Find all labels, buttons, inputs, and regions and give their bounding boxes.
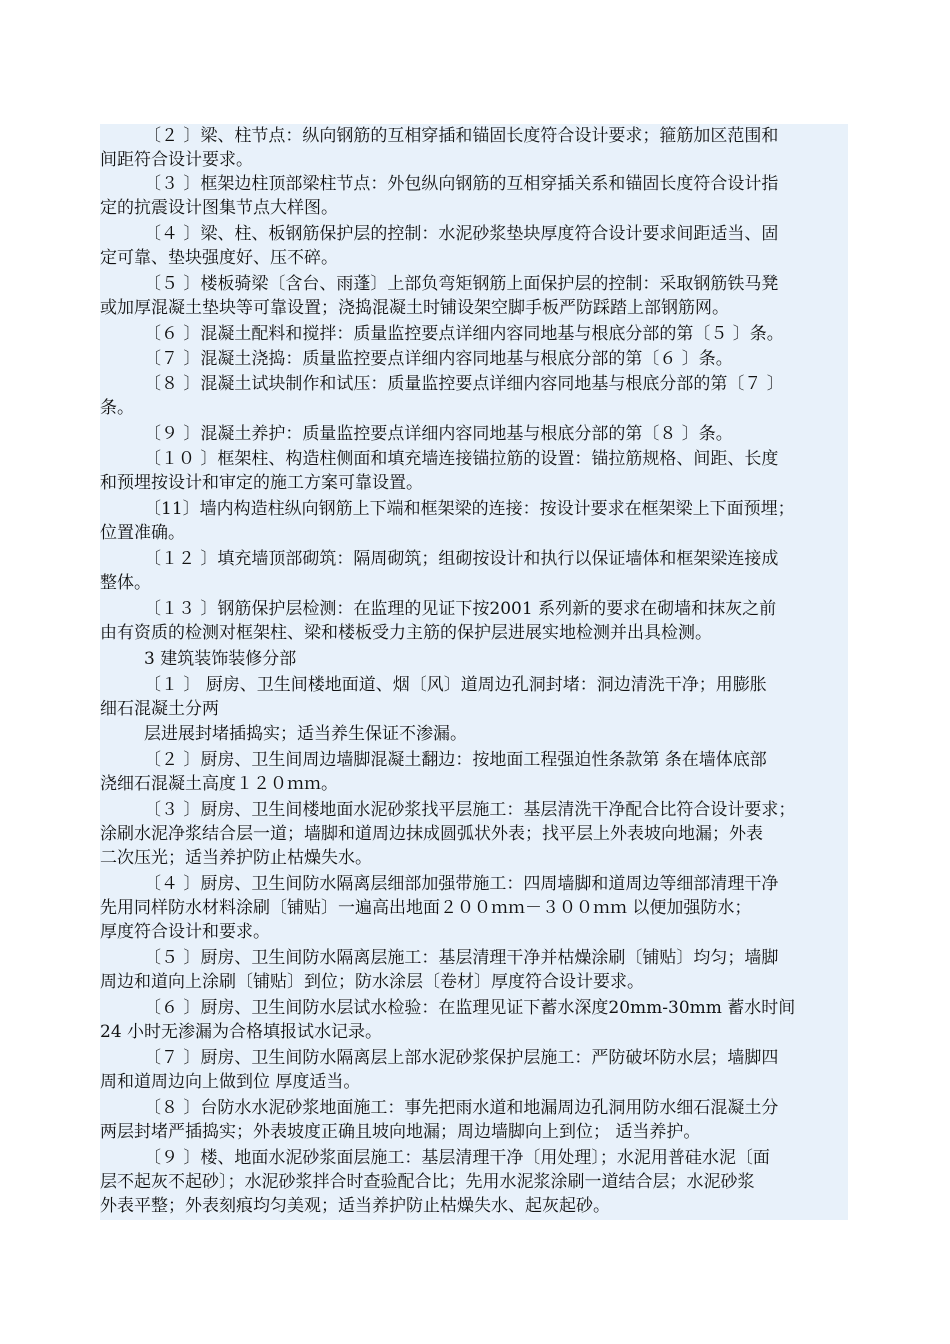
text-line: 层进展封堵插捣实；适当养生保证不渗漏。 <box>144 724 467 744</box>
text-line: 〔１０ 〕框架柱、构造柱侧面和填充墙连接锚拉筋的设置：锚拉筋规格、间距、长度 <box>144 449 779 469</box>
text-line: 位置准确。 <box>100 523 185 543</box>
section-heading: 3 建筑装饰装修分部 <box>144 649 297 669</box>
document-page <box>100 124 848 1220</box>
text-line: 外表平整；外表刻痕均匀美观；适当养护防止枯燥失水、起灰起砂。 <box>100 1196 610 1216</box>
text-line: 〔３ 〕厨房、卫生间楼地面水泥砂浆找平层施工：基层清洗干净配合比符合设计要求； <box>144 800 796 820</box>
text-line: 〔４ 〕梁、柱、板钢筋保护层的控制：水泥砂浆垫块厚度符合设计要求间距适当、固 <box>144 224 779 244</box>
text-line: 〔８ 〕台防水水泥砂浆地面施工：事先把雨水道和地漏周边孔洞用防水细石混凝土分 <box>144 1098 779 1118</box>
text-line: 〔４ 〕厨房、卫生间防水隔离层细部加强带施工：四周墙脚和道周边等细部清理干净 <box>144 874 779 894</box>
text-line: 厚度符合设计和要求。 <box>100 922 270 942</box>
text-line: 〔７ 〕厨房、卫生间防水隔离层上部水泥砂浆保护层施工：严防破坏防水层；墙脚四 <box>144 1048 779 1068</box>
text-line: 定可靠、垫块强度好、压不碎。 <box>100 248 338 268</box>
text-line: 〔６ 〕厨房、卫生间防水层试水检验：在监理见证下蓄水深度20mm-30mm 蓄水时间 <box>144 998 796 1018</box>
text-line: 周边和道向上涂刷〔铺贴〕到位；防水涂层〔卷材〕厚度符合设计要求。 <box>100 972 644 992</box>
text-line: 〔11〕墙内构造柱纵向钢筋上下端和框架梁的连接：按设计要求在框架梁上下面预埋； <box>144 499 795 519</box>
text-line: 〔７ 〕混凝土浇捣：质量监控要点详细内容同地基与根底分部的第〔６ 〕条。 <box>144 349 733 369</box>
text-line: 浇细石混凝土高度１２０ｍｍ。 <box>100 774 338 794</box>
text-line: 〔２ 〕梁、柱节点：纵向钢筋的互相穿插和锚固长度符合设计要求；箍筋加区范围和 <box>144 126 779 146</box>
text-line: 〔５ 〕厨房、卫生间防水隔离层施工：基层清理干净并枯燥涂刷〔铺贴〕均匀；墙脚 <box>144 948 779 968</box>
text-line: 〔１２ 〕填充墙顶部砌筑：隔周砌筑；组砌按设计和执行以保证墙体和框架梁连接成 <box>144 549 779 569</box>
text-line: 24 小时无渗漏为合格填报试水记录。 <box>100 1022 383 1042</box>
text-line: 二次压光；适当养护防止枯燥失水。 <box>100 848 372 868</box>
text-line: 由有资质的检测对框架柱、梁和楼板受力主筋的保护层进展实地检测并出具检测。 <box>100 623 712 643</box>
text-line: 〔２ 〕厨房、卫生间周边墙脚混凝土翻边：按地面工程强迫性条款第 条在墙体底部 <box>144 750 767 770</box>
text-line: 〔１ 〕 厨房、卫生间楼地面道、烟〔风〕道周边孔洞封堵：洞边清洗干净；用膨胀 <box>144 675 767 695</box>
text-line: 层不起灰不起砂〕；水泥砂浆拌合时查验配合比；先用水泥浆涂刷一道结合层；水泥砂浆 <box>100 1172 755 1192</box>
text-line: 细石混凝土分两 <box>100 699 219 719</box>
text-line: 两层封堵严插捣实；外表坡度正确且坡向地漏；周边墙脚向上到位； 适当养护。 <box>100 1122 701 1142</box>
text-line: 条。 <box>100 398 134 418</box>
text-line: 整体。 <box>100 573 151 593</box>
text-line: 〔８ 〕混凝土试块制作和试压：质量监控要点详细内容同地基与根底分部的第〔７ 〕 <box>144 374 784 394</box>
text-line: 周和道周边向上做到位 厚度适当。 <box>100 1072 361 1092</box>
text-line: 先用同样防水材料涂刷〔铺贴〕一遍高出地面２００ｍｍ－３００ｍｍ 以便加强防水； <box>100 898 752 918</box>
text-line: 〔９ 〕混凝土养护：质量监控要点详细内容同地基与根底分部的第〔８ 〕条。 <box>144 424 733 444</box>
text-line: 〔６ 〕混凝土配料和搅拌：质量监控要点详细内容同地基与根底分部的第〔５ 〕条。 <box>144 324 784 344</box>
text-line: 〔３ 〕框架边柱顶部梁柱节点：外包纵向钢筋的互相穿插关系和锚固长度符合设计指 <box>144 174 779 194</box>
text-line: 〔５ 〕楼板骑梁〔含台、雨蓬〕上部负弯矩钢筋上面保护层的控制：采取钢筋铁马凳 <box>144 274 779 294</box>
text-line: 涂刷水泥净浆结合层一道；墙脚和道周边抹成圆弧状外表；找平层上外表坡向地漏；外表 <box>100 824 763 844</box>
text-line: 间距符合设计要求。 <box>100 150 253 170</box>
text-line: 或加厚混凝土垫块等可靠设置；浇捣混凝土时铺设架空脚手板严防踩踏上部钢筋网。 <box>100 298 729 318</box>
text-line: 〔１３ 〕钢筋保护层检测：在监理的见证下按2001 系列新的要求在砌墙和抹灰之前 <box>144 599 777 619</box>
text-line: 和预埋按设计和审定的施工方案可靠设置。 <box>100 473 423 493</box>
text-line: 〔９ 〕楼、地面水泥砂浆面层施工：基层清理干净〔用处理〕；水泥用普硅水泥〔面 <box>144 1148 770 1168</box>
text-line: 定的抗震设计图集节点大样图。 <box>100 198 338 218</box>
